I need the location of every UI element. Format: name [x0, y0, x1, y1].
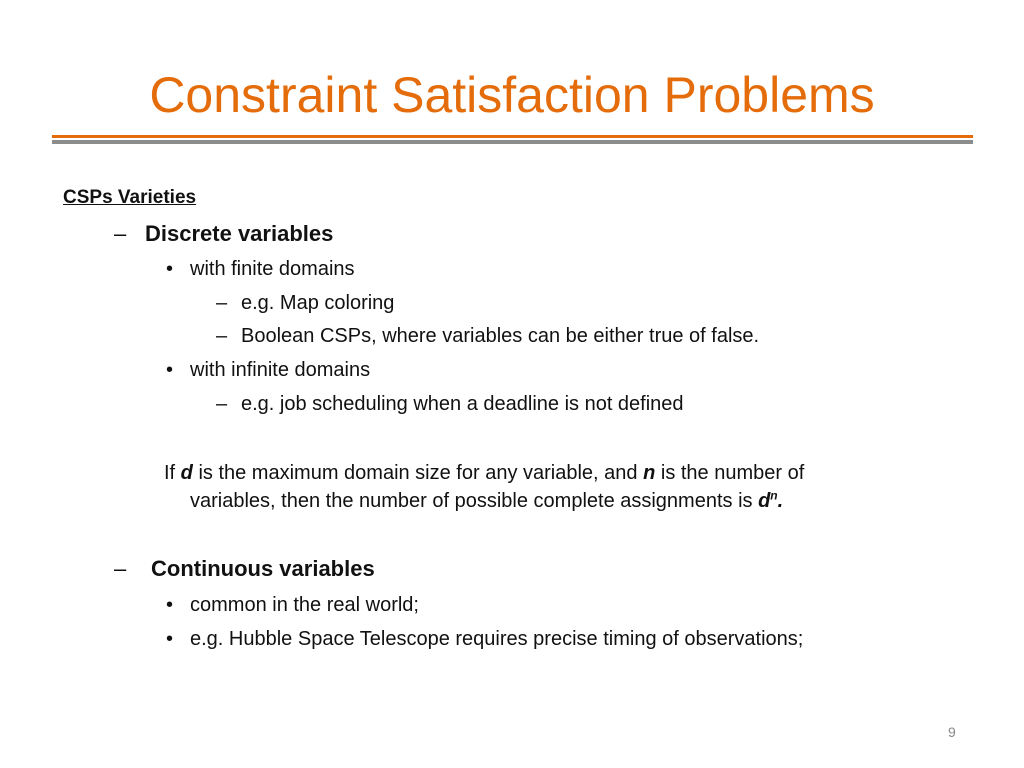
continuous-item: common in the real world; [190, 594, 419, 616]
continuous-variables-label: Continuous variables [151, 556, 375, 581]
infinite-example-item: e.g. job scheduling when a deadline is not defined [241, 393, 684, 415]
var-d: d [180, 462, 193, 484]
var-n: n [643, 462, 656, 484]
slide-title: Constraint Satisfaction Problems [149, 67, 875, 123]
dash-marker: – [216, 325, 228, 347]
section-heading: CSPs Varieties [63, 187, 197, 208]
para-text: is the number of [655, 462, 805, 484]
title-divider-orange [52, 135, 973, 138]
para-period: . [777, 490, 784, 512]
bullet-marker: • [166, 628, 174, 650]
title-divider-gray [52, 140, 973, 144]
var-d-power: d [758, 490, 771, 512]
bullet-marker: • [166, 258, 174, 280]
finite-domains-item: with finite domains [190, 258, 355, 280]
discrete-variables-label: Discrete variables [145, 221, 334, 246]
bullet-marker: • [166, 594, 174, 616]
bullet-marker: • [166, 359, 174, 381]
para-text: If [164, 462, 181, 484]
continuous-item: e.g. Hubble Space Telescope requires precise timing of observations; [190, 628, 804, 650]
para-text: is the maximum domain size for any variable, and [192, 462, 644, 484]
dash-marker: – [114, 556, 127, 581]
finite-example-item: Boolean CSPs, where variables can be either true of false. [241, 325, 760, 347]
page-number: 9 [948, 724, 956, 740]
para-text: variables, then the number of possible complete assignments is [190, 490, 759, 512]
finite-example-item: e.g. Map coloring [241, 292, 395, 314]
assignment-count-paragraph [164, 459, 944, 515]
dash-marker: – [114, 221, 127, 246]
dash-marker: – [216, 393, 228, 415]
dash-marker: – [216, 292, 228, 314]
infinite-domains-item: with infinite domains [190, 359, 371, 381]
exponent-n: n [770, 488, 778, 503]
